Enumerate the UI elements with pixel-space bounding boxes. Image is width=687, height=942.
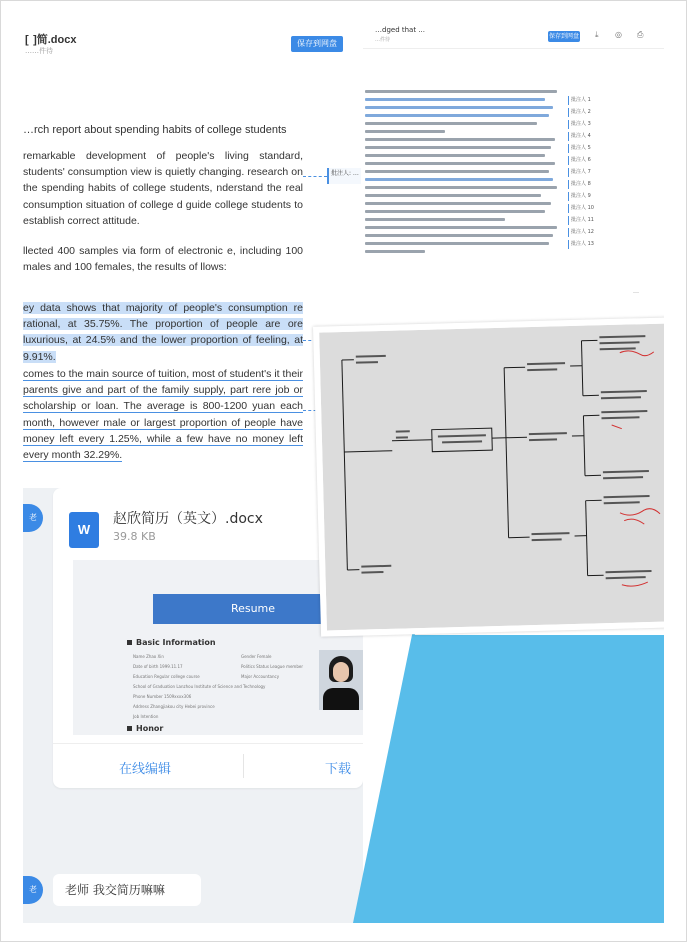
- resume-field: Job Intention: [133, 714, 159, 719]
- download-link[interactable]: 下载: [325, 762, 352, 777]
- resume-field: Address Zhangjiakou city Hebei province: [133, 704, 215, 709]
- sender-avatar: 老: [23, 504, 43, 532]
- word-file-icon: W: [69, 512, 99, 548]
- comment-item[interactable]: 批注人 9: [568, 192, 658, 201]
- page-footer: …: [633, 288, 639, 295]
- document-title: …rch report about spending habits of college students: [23, 124, 287, 136]
- comment-item[interactable]: 批注人 10: [568, 204, 658, 213]
- comment-item[interactable]: 批注人 6: [568, 156, 658, 165]
- comment-item[interactable]: 批注人 4: [568, 132, 658, 141]
- basic-info-heading: Basic Information: [127, 638, 216, 647]
- chat-message-bubble: 老师 我交简历嘛嘛: [53, 874, 201, 906]
- resume-field: Name Zhao Xin: [133, 654, 164, 659]
- comment-item[interactable]: 批注人 11: [568, 216, 658, 225]
- mind-map-drawing: [319, 323, 664, 630]
- sender-avatar: 老: [23, 876, 43, 904]
- comment-item[interactable]: 批注人 2: [568, 108, 658, 117]
- mind-map-photo: [313, 317, 664, 636]
- comment-item[interactable]: 批注人 1: [568, 96, 658, 105]
- attachment-filename: 赵欣简历（英文）.docx: [113, 511, 263, 527]
- resume-field: School of Graduation Lanzhou Institute of Science and Technology: [133, 684, 266, 689]
- resume-field: Education Regular college course: [133, 674, 200, 679]
- online-edit-link[interactable]: 在线编辑: [119, 762, 172, 777]
- attachment-filesize: 39.8 KB: [113, 530, 156, 543]
- comment-item[interactable]: 批注人 5: [568, 144, 658, 153]
- resume-field: Major Accountancy: [241, 674, 280, 679]
- resume-banner: Resume: [153, 594, 353, 624]
- save-to-disk-button[interactable]: 保存到网盘: [291, 36, 343, 52]
- paragraph-1: remarkable development of people's living standard, students' consumption view is quietly changing. research on the spending habits of college students, nderstand the real consumption situation of college d guide college students to establish correct attitude.: [23, 150, 303, 227]
- honor-heading: Honor: [127, 724, 163, 733]
- highlighted-paragraph-3: ey data shows that majority of people's consumption re rational, at 35.75%. The proportion of people are ore luxurious, at 24.5% and the lower proportion of feeling, at 9.91%.: [23, 302, 303, 363]
- document-title: …dged that ...: [375, 26, 425, 34]
- save-to-disk-button[interactable]: 保存到网盘: [548, 33, 579, 40]
- comment-item[interactable]: 批注人 8: [568, 180, 658, 189]
- paragraph-2: llected 400 samples via form of electronic e, including 100 males and 100 females, the results of llows:: [23, 245, 303, 274]
- underlined-paragraph-4: comes to the main source of tuition, most of student's it their parents give and part of the family supply, part rere job or scholarship or loan. The average is 800-1200 yuan each month, however male or largest proportion of people have money left every 1.25%, while a few have no money left every month 32.29%.: [23, 368, 303, 462]
- comment-card[interactable]: 批注人: …: [327, 168, 361, 184]
- resume-field: Date of birth 1999.11.17: [133, 664, 183, 669]
- document-subtitle: ……件待: [25, 47, 53, 55]
- comment-item[interactable]: 批注人 13: [568, 240, 658, 249]
- resume-field: Gender Female: [241, 654, 272, 659]
- download-icon[interactable]: ⤓: [595, 30, 599, 39]
- document-subtitle: …件待: [375, 37, 391, 43]
- comment-item[interactable]: 批注人 7: [568, 168, 658, 177]
- share-icon[interactable]: ◎: [615, 30, 622, 39]
- comment-item[interactable]: 批注人 3: [568, 120, 658, 129]
- comment-item[interactable]: 批注人 12: [568, 228, 658, 237]
- document-filename: [ ]简.docx: [25, 34, 77, 46]
- print-icon[interactable]: ⎙: [637, 30, 644, 39]
- resume-field: Politics Status League member: [241, 664, 303, 669]
- collage-canvas: [23, 18, 664, 923]
- resume-field: Phone Number 1509xxxx306: [133, 694, 192, 699]
